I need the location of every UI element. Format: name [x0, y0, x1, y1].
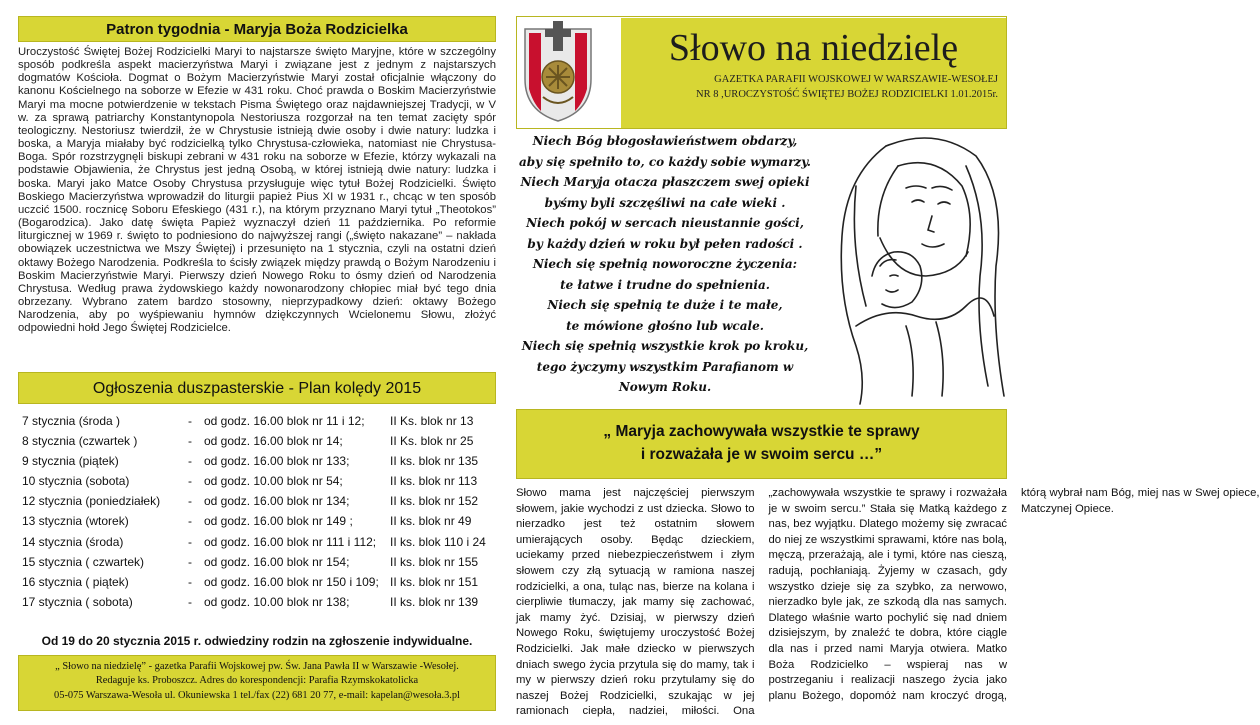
- schedule-row: 14 stycznia (środa) - od godz. 16.00 blok nr 111 i 112; II ks. blok 110 i 24: [22, 534, 486, 549]
- schedule-row: 10 stycznia (sobota) - od godz. 10.00 blok nr 54; II ks. blok nr 113: [22, 474, 478, 489]
- masthead-subtitle: GAZETKA PARAFII WOJSKOWEJ W WARSZAWIE-WESOŁEJ: [714, 74, 998, 85]
- madonna-illustration: [816, 126, 1008, 406]
- poem-line: Niech Maryja otacza płaszczem swej opieki: [520, 175, 810, 189]
- visits-notice: Od 19 do 20 stycznia 2015 r. odwiedziny rodzin na zgłoszenie indywidualne.: [41, 633, 473, 648]
- patron-article: Uroczystość Świętej Bożej Rodzicielki Maryi to najstarsze święto Maryjne, które w szczególny sposób podkreśla aspekt macierzyństwa Maryi i związane jest z jednym z najstarszych dogmatów Kościoła. Dogmat o Bożym Macierzyństwie Maryi został oficjalnie włączony do kanonu Kościelnego na soborze w Efezie w 431 roku. Choć prawda o Boskim Macierzyństwie Maryi ma mocne potwierdzenie w tekstach Pisma Świętego oraz najdawniejszej Tradycji, w V w. za sprawą patriarchy Konstantynopola Nestoriusza rozgorzał na ten temat zacięty spór teologiczny. Nestoriusz twierdził, że w Chrystusie istnieją dwie osoby i dwie natury: ludzka i boska, a Maryja miałaby być rodzicielką tylko Chrystusa-człowieka, natomiast nie Chrystusa-Boga. Spór rozstrzygnęli biskupi zebrani w 431 roku na soborze w Efezie, którzy wykazali na podstawie Objawienia, że Chrystus jest jedną Osobą, w której istnieją dwie natury: ludzka i boska. Maryi jako Matce Osoby Chrystusa przysługuje więc tytuł Bożej Rodzicielki. Święto Boskiego Macierzyństwa wprowadził do liturgii papież Pius XI w 1931 r., chcąc w ten sposób uczcić 1500. rocznicę Soboru Efeskiego (431 r.), na którym przyznano Maryi tytuł „Theotokos” (Bogarodzica). Jako datę święta Papież wyznaczył dzień 11 października. Po reformie liturgicznej w 1969 r. święto to podniesiono do najwyższej rangi („święto nakazane” – nakłada obowiązek uczestnictwa we Mszy Świętej) i przesunięto na 1 stycznia, czyli na ostatni dzień oktawy Bożego Narodzenia. Podkreśla to ścisły związek między prawdą o Bożym Narodzeniu i Boskim Macierzyństwie Maryi. Pierwszy dzień Nowego Roku to ósmy dzień od Narodzenia Chrystusa. Według prawa żydowskiego każdy nowonarodzony chłopiec miał być tego dnia obrzezany. Wybrano zatem bardzo stosowny, nieprzypadkowy dzień: oktawy Bożego Narodzenia, aby po wyśpiewaniu hymnów dziękczynnych Wcielonemu Słowu, złożyć odpowiedni hołd Jego Świętej Rodzicielce.: [18, 46, 496, 335]
- patron-title: Patron tygodnia - Maryja Boża Rodzicielka: [18, 16, 496, 42]
- schedule-row: 15 stycznia ( czwartek) - od godz. 16.00 blok nr 154; II ks. blok nr 155: [22, 554, 479, 569]
- footer-box: [18, 655, 496, 711]
- masthead-title: Słowo na niedzielę: [668, 27, 959, 69]
- schedule-row: 16 stycznia ( piątek) - od godz. 16.00 blok nr 150 i 109; II ks. blok nr 151: [22, 574, 479, 589]
- maryja-article: Słowo mama jest najczęściej pierwszym słowem, jakie wychodzi z ust dziecka. Słowo to nierzadko jest też ostatnim słowem umierających osoby. Będąc dzieckiem, uciekamy przed niebezpieczeństwem i złym słowem czy złą sytuacją w ramiona naszej rodzicielki, a ona, tuląc nas, bierze na kolana i cierpliwie tłumaczy, jak mamy się zachować, jak mamy żyć. Dzisiaj, w pierwszy dzień Nowego Roku, świętujemy uroczystość Bożej Rodzicielki. Jak małe dziecko w pierwszych dniach swego życia przytula się do mamy, tak i my w pierwszy dzień roku przytulamy się do naszej Bożej Rodzicielki, szukając w jej ramionach ciepła, nadziei, miłości. Ona „zachowywała wszystkie te sprawy i rozważała je w swoim sercu.” Stała się Matką każdego z nas, bez wyjątku. Dlatego możemy się zwracać do niej ze wszystkimi sprawami, które nas bolą, męczą, przerażają, ale i tymi, które nas cieszą, radują, pochłaniają. Żyjemy w czasach, gdy wszystko dzieje się za szybko, za nerwowo, nierzadko byle jak, ze szkodą dla nas samych. Dlatego właśnie warto pochylić się nad dniem dzisiejszym, by znaleźć te dobra, które ciągle dla nas i przed nami Maryja otwiera. Matko Boża Rodzicielko – wspieraj nas w postrzeganiu i realizacji naszego życia jako planu Bożego, dopomóż nam kroczyć drogą, którą wybrał nam Bóg, miej nas w Swej opiece, Matczynej Opiece.: [516, 487, 1260, 718]
- carol-schedule: [18, 414, 496, 615]
- maryja-title-box: [516, 409, 1007, 479]
- schedule-row: 8 stycznia (czwartek ) - od godz. 16.00 blok nr 14; II Ks. blok nr 25: [22, 434, 474, 449]
- poem-line: Niech się spełnią te duże i te małe,: [547, 298, 783, 312]
- military-parish-emblem-icon: [519, 19, 597, 124]
- poem-line: Niech pokój w sercach nieustannie gości,: [526, 216, 804, 230]
- schedule-row: 13 stycznia (wtorek) - od godz. 16.00 blok nr 149 ; II ks. blok nr 49: [22, 514, 472, 529]
- new-year-poem: [516, 131, 814, 398]
- poem-line: by każdy dzień w roku był pełen radości .: [527, 236, 803, 251]
- poem-line: byśmy byli szczęśliwi na całe wieki .: [544, 195, 786, 210]
- schedule-row: 17 stycznia ( sobota) - od godz. 10.00 blok nr 138; II ks. blok nr 139: [22, 594, 479, 609]
- poem-line: Niech się spełnią wszystkie krok po kroku,: [521, 339, 809, 353]
- issue-line: NR 8 ,UROCZYSTOŚĆ ŚWIĘTEJ BOŻEJ RODZICIELKI 1.01.2015r.: [696, 89, 998, 100]
- masthead-box: [516, 16, 1007, 129]
- footer-line: 05-075 Warszawa-Wesoła ul. Okuniewska 1 tel./fax (22) 681 20 77, e-mail: kapelan@wesoła.3.pl: [54, 689, 460, 701]
- poem-line: tego życzymy wszystkim Parafianom w: [536, 359, 794, 374]
- masthead: [621, 18, 1006, 128]
- footer-line: Redaguje ks. Proboszcz. Adres do korespondencji: Parafia Rzymskokatolicka: [95, 675, 419, 687]
- footer-line: „ Słowo na niedzielę” - gazetka Parafii Wojskowej pw. Św. Jana Pawła II w Warszawie -Wesołej.: [55, 660, 459, 672]
- schedule-row: 7 stycznia (środa ) - od godz. 16.00 blok nr 11 i 12; II Ks. blok nr 13: [22, 414, 474, 428]
- schedule-row: 9 stycznia (piątek) - od godz. 16.00 blok nr 133; II ks. blok nr 135: [22, 454, 479, 469]
- maryja-title-line: i rozważała je w swoim sercu …”: [640, 446, 883, 463]
- poem-line: Nowym Roku.: [618, 380, 712, 394]
- poem-line: te łatwe i trudne do spełnienia.: [560, 277, 770, 292]
- poem-line: Niech się spełnią noworoczne życzenia:: [532, 257, 798, 271]
- maryja-title-line: „ Maryja zachowywała wszystkie te sprawy: [603, 423, 920, 440]
- poem-line: aby się spełniło to, co każdy sobie wymarzy.: [519, 154, 811, 169]
- left-column: [18, 16, 496, 711]
- poem-line: Niech Bóg błogosławieństwem obdarzy,: [532, 134, 798, 148]
- schedule-row: 12 stycznia (poniedziałek) - od godz. 16.00 blok nr 134; II ks. blok nr 152: [22, 494, 479, 509]
- announcements-title: Ogłoszenia duszpasterskie - Plan kolędy 2015: [18, 372, 496, 404]
- poem-line: te mówione głośno lub wcale.: [566, 318, 764, 333]
- right-column: [516, 16, 1260, 718]
